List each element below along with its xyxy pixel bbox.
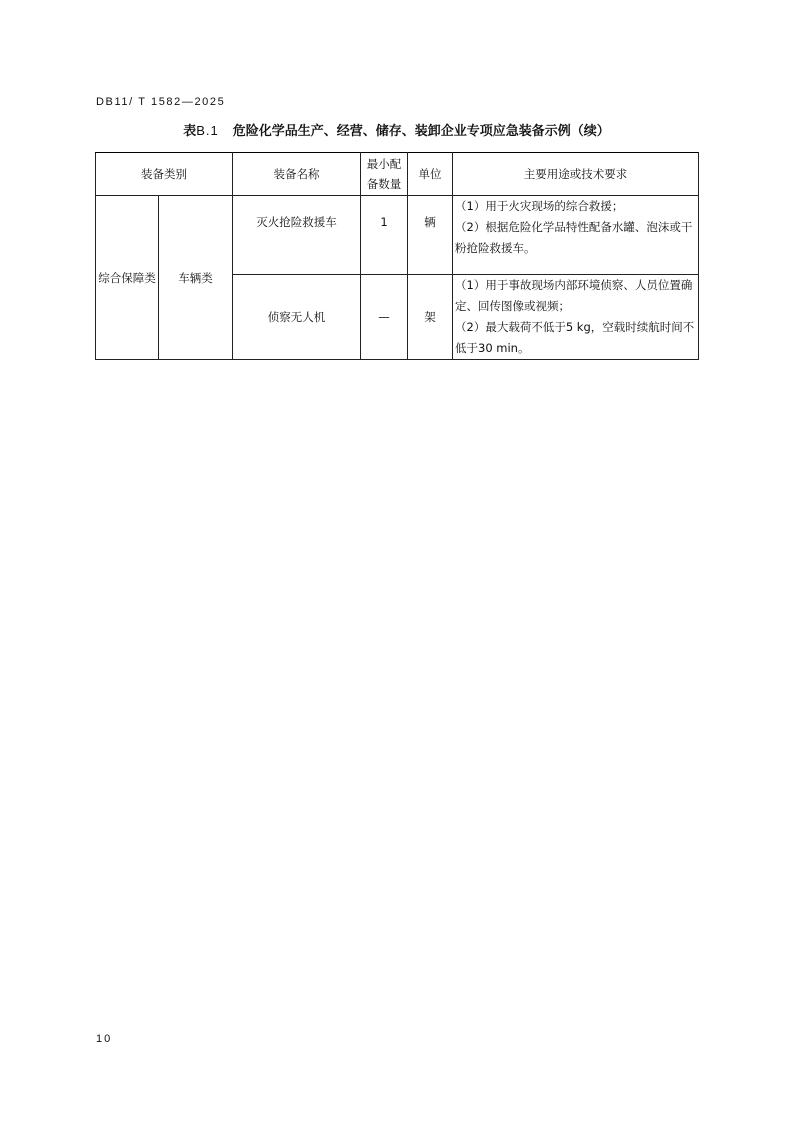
- table-title: [0, 120, 793, 139]
- unit-cell: 辆: [408, 196, 453, 275]
- header-unit: 单位: [408, 153, 453, 196]
- unit-cell: 架: [408, 275, 453, 360]
- requirements-cell: [453, 275, 699, 360]
- min-qty-cell: 1: [361, 196, 408, 275]
- table-title-number: B.1: [196, 123, 219, 138]
- requirement-line: （2）根据危险化学品特性配备水罐、泡沫或干粉抢险救援车。: [455, 220, 693, 255]
- header-min-qty: 最小配备数量: [361, 153, 408, 196]
- header-name: 装备名称: [233, 153, 361, 196]
- category-sub-cell: 车辆类: [159, 196, 233, 360]
- equipment-name-cell: 侦察无人机: [233, 275, 361, 360]
- equipment-table: [95, 152, 699, 360]
- requirements-cell: [453, 196, 699, 275]
- header-requirements: 主要用途或技术要求: [453, 153, 699, 196]
- document-code: DB11/ T 1582—2025: [96, 96, 226, 108]
- table-row: [96, 196, 699, 275]
- requirement-line: （2）最大载荷不低于5 kg，空载时续航时间不低于30 min。: [455, 320, 695, 355]
- requirement-line: （1）用于事故现场内部环境侦察、人员位置确定、回传图像或视频；: [455, 278, 693, 313]
- min-qty-cell: —: [361, 275, 408, 360]
- header-category: 装备类别: [96, 153, 233, 196]
- page-number: 10: [96, 1033, 113, 1045]
- table-title-prefix: 表: [183, 124, 197, 139]
- equipment-name-cell: 灭火抢险救援车: [233, 196, 361, 275]
- table-header-row: [96, 153, 699, 196]
- table-title-text: 危险化学品生产、经营、储存、装卸企业专项应急装备示例（续）: [232, 124, 610, 139]
- requirement-line: （1）用于火灾现场的综合救援；: [455, 199, 624, 213]
- category-main-cell: 综合保障类: [96, 196, 159, 360]
